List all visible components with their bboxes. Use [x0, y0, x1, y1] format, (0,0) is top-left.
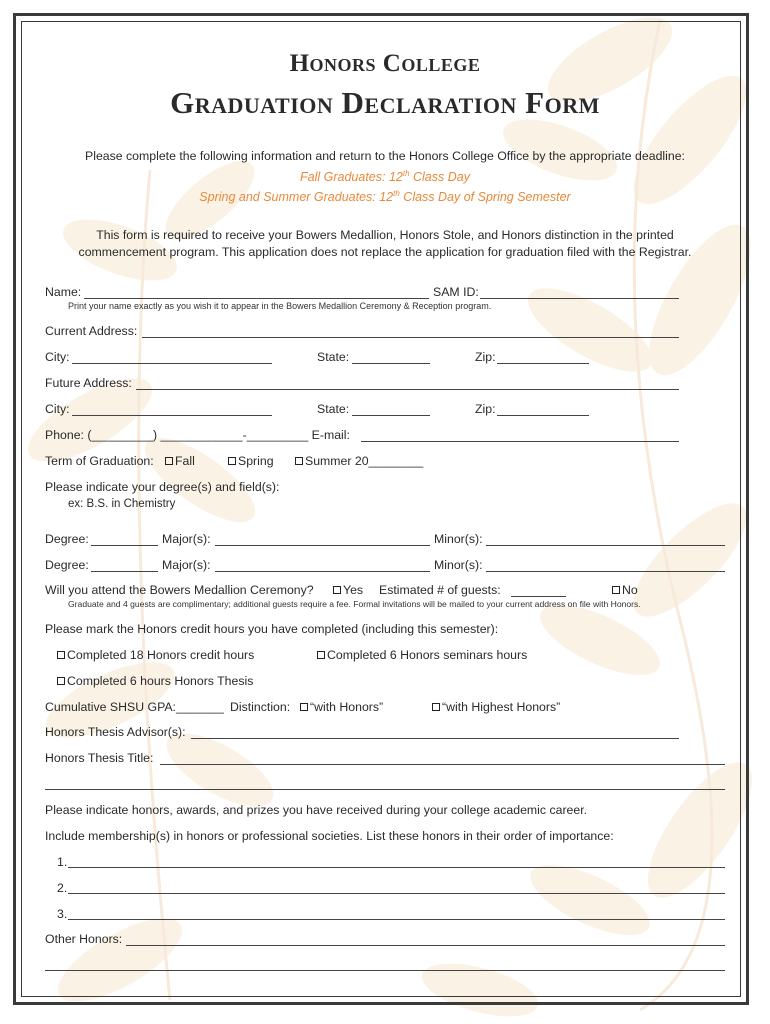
- honor-item-2-label: 2.: [57, 881, 68, 895]
- thesis-title-field-2[interactable]: [45, 789, 725, 790]
- ceremony-no-checkbox[interactable]: No: [612, 583, 638, 597]
- majors-label-1: Major(s):: [162, 532, 211, 546]
- checkbox-icon: [295, 457, 303, 465]
- spring-deadline: Spring and Summer Graduates: 12th Class Day of Spring Semester: [199, 189, 571, 205]
- honor-item-3-label: 3.: [57, 907, 68, 921]
- ceremony-question: Will you attend the Bowers Medallion Ceremony?: [45, 583, 314, 597]
- credit-18-checkbox[interactable]: Completed 18 Honors credit hours: [57, 648, 254, 662]
- with-highest-honors-checkbox[interactable]: “with Highest Honors”: [432, 700, 560, 714]
- zip-field[interactable]: [497, 363, 589, 364]
- future-zip-field[interactable]: [497, 415, 589, 416]
- checkbox-icon: [165, 457, 173, 465]
- future-zip-label: Zip:: [475, 402, 496, 416]
- title-form-name: Graduation Declaration Form: [170, 85, 600, 120]
- term-spring-checkbox[interactable]: Spring: [228, 454, 274, 468]
- name-note: Print your name exactly as you wish it to appear in the Bowers Medallion Ceremony & Reception program.: [68, 301, 492, 311]
- name-field[interactable]: [84, 298, 429, 299]
- future-state-field[interactable]: [352, 415, 430, 416]
- state-field[interactable]: [352, 363, 430, 364]
- future-address-label: Future Address:: [45, 376, 132, 390]
- degree-example: ex: B.S. in Chemistry: [68, 498, 176, 510]
- degree-prompt: Please indicate your degree(s) and field(s):: [45, 480, 280, 494]
- degree-label-1: Degree:: [45, 532, 89, 546]
- checkbox-icon: [57, 651, 65, 659]
- thesis-advisor-field[interactable]: [191, 738, 679, 739]
- current-address-label: Current Address:: [45, 324, 138, 338]
- purpose-line-1: This form is required to receive your Bowers Medallion, Honors Stole, and Honors distinction in the printed: [96, 228, 674, 242]
- checkbox-icon: [612, 586, 620, 594]
- degree-field-2[interactable]: [91, 571, 158, 572]
- term-fall-checkbox[interactable]: Fall: [165, 454, 195, 468]
- name-label: Name:: [45, 285, 82, 299]
- honor-item-2-field[interactable]: [68, 893, 725, 894]
- future-address-field[interactable]: [136, 389, 679, 390]
- title-honors-college: Honors College: [289, 50, 481, 77]
- guest-note: Graduate and 4 guests are complimentary; additional guests require a fee. Formal invitations will be mailed to your current address on file with Honors.: [68, 599, 641, 609]
- honor-item-1-label: 1.: [57, 855, 68, 869]
- minors-label-2: Minor(s):: [434, 558, 483, 572]
- distinction-label: Distinction:: [230, 700, 291, 714]
- gpa-label: Cumulative SHSU GPA:_______: [45, 700, 224, 714]
- honor-item-3-field[interactable]: [68, 919, 725, 920]
- credit-seminars-checkbox[interactable]: Completed 6 Honors seminars hours: [317, 648, 527, 662]
- other-honors-field[interactable]: [126, 945, 725, 946]
- degree-field-1[interactable]: [91, 545, 158, 546]
- minors-field-2[interactable]: [486, 571, 725, 572]
- fall-deadline: Fall Graduates: 12th Class Day: [300, 169, 470, 185]
- current-address-field[interactable]: [142, 337, 679, 338]
- checkbox-icon: [432, 703, 440, 711]
- zip-label: Zip:: [475, 350, 496, 364]
- checkbox-icon: [317, 651, 325, 659]
- other-honors-label: Other Honors:: [45, 932, 123, 946]
- checkbox-icon: [228, 457, 236, 465]
- checkbox-icon: [300, 703, 308, 711]
- instruction-text: Please complete the following information and return to the Honors College Office by the appropriate deadline:: [85, 149, 685, 163]
- ceremony-yes-checkbox[interactable]: Yes: [333, 583, 363, 597]
- term-summer-checkbox[interactable]: Summer 20________: [295, 454, 423, 468]
- membership-prompt: Include membership(s) in honors or professional societies. List these honors in their order of importance:: [45, 829, 614, 843]
- phone-label: Phone: (_________) ____________-_________ E-mail:: [45, 428, 350, 442]
- majors-field-2[interactable]: [215, 571, 430, 572]
- state-label: State:: [317, 350, 350, 364]
- future-state-label: State:: [317, 402, 350, 416]
- sam-id-label: SAM ID:: [433, 285, 479, 299]
- city-field[interactable]: [72, 363, 272, 364]
- other-honors-field-2[interactable]: [45, 970, 725, 971]
- term-label: Term of Graduation:: [45, 454, 154, 468]
- purpose-line-2: commencement program. This application does not replace the application for graduation filed with the Registrar.: [78, 245, 692, 259]
- degree-label-2: Degree:: [45, 558, 89, 572]
- email-field[interactable]: [361, 441, 679, 442]
- thesis-advisor-label: Honors Thesis Advisor(s):: [45, 725, 186, 739]
- with-honors-checkbox[interactable]: “with Honors”: [300, 700, 383, 714]
- checkbox-icon: [57, 677, 65, 685]
- thesis-title-field[interactable]: [160, 764, 725, 765]
- sam-id-field[interactable]: [480, 298, 679, 299]
- majors-field-1[interactable]: [215, 545, 430, 546]
- thesis-title-label: Honors Thesis Title:: [45, 751, 154, 765]
- future-city-label: City:: [45, 402, 70, 416]
- minors-field-1[interactable]: [486, 545, 725, 546]
- honor-item-1-field[interactable]: [68, 867, 725, 868]
- minors-label-1: Minor(s):: [434, 532, 483, 546]
- guests-field[interactable]: [511, 596, 566, 597]
- majors-label-2: Major(s):: [162, 558, 211, 572]
- guests-label: Estimated # of guests:: [379, 583, 501, 597]
- credit-prompt: Please mark the Honors credit hours you have completed (including this semester):: [45, 622, 499, 636]
- checkbox-icon: [333, 586, 341, 594]
- awards-prompt: Please indicate honors, awards, and prizes you have received during your college academic career.: [45, 803, 588, 817]
- future-city-field[interactable]: [72, 415, 272, 416]
- city-label: City:: [45, 350, 70, 364]
- credit-thesis-checkbox[interactable]: Completed 6 hours Honors Thesis: [57, 674, 253, 688]
